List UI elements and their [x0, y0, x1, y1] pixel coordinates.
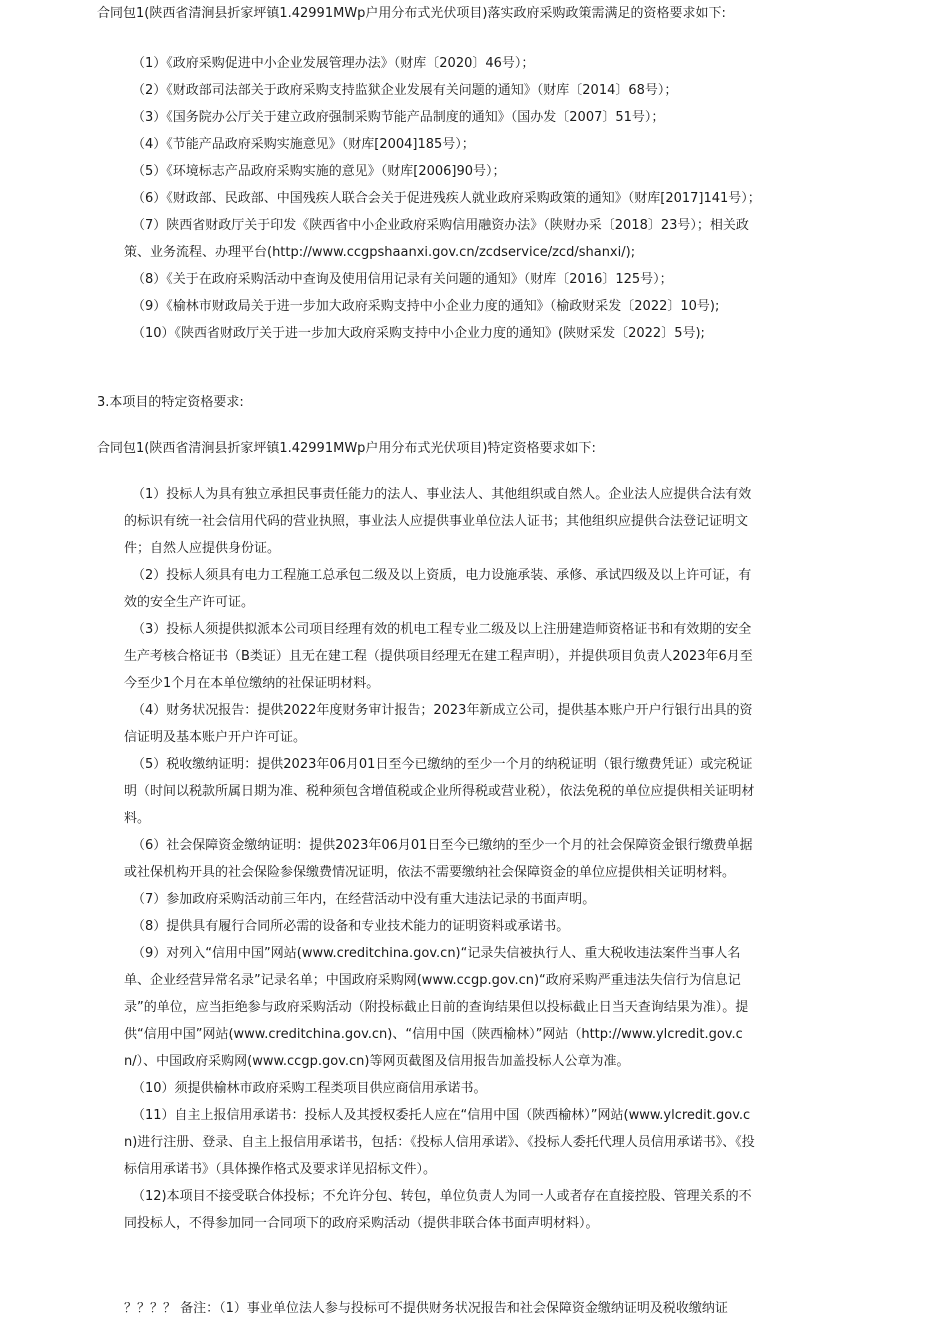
remark-note: ？？？？ 备注：（1）事业单位法人参与投标可不提供财务状况报告和社会保障资金缴纳证明及税收缴纳证	[124, 1301, 728, 1316]
policy-item-1: （1）《政府采购促进中小企业发展管理办法》（财库〔2020〕46号）；	[132, 56, 535, 71]
policy-item-3: （3）《国务院办公厅关于建立政府强制采购节能产品制度的通知》（国办发〔2007〕51号）；	[132, 110, 665, 125]
requirement-item-10: （10）须提供榆林市政府采购工程类项目供应商信用承诺书。	[132, 1081, 487, 1096]
requirement-item-4: （4）财务状况报告：提供2022年度财务审计报告；2023年新成立公司，提供基本账户开户行银行出具的资信证明及基本账户开户许可证。	[124, 703, 753, 745]
policy-item-2: （2）《财政部司法部关于政府采购支持监狱企业发展有关问题的通知》（财库〔2014〕68号）；	[132, 83, 678, 98]
policy-item-5: （5）《环境标志产品政府采购实施的意见》（财库[2006]90号）；	[132, 164, 506, 179]
policy-item-4: （4）《节能产品政府采购实施意见》（财库[2004]185号）；	[132, 137, 475, 152]
requirement-item-2: （2）投标人须具有电力工程施工总承包二级及以上资质，电力设施承装、承修、承试四级及以上许可证，有效的安全生产许可证。	[124, 568, 752, 610]
requirement-item-3: （3）投标人须提供拟派本公司项目经理有效的机电工程专业二级及以上注册建造师资格证书和有效期的安全生产考核合格证书（B类证）且无在建工程（提供项目经理无在建工程声明），并提供项目负责人2023年6月至今至少1个月在本单位缴纳的社保证明材料。	[124, 622, 753, 691]
requirement-item-1: （1）投标人为具有独立承担民事责任能力的法人、事业法人、其他组织或自然人。企业法人应提供合法有效的标识有统一社会信用代码的营业执照，事业法人应提供事业单位法人证书；其他组织应提供合法登记证明文件；自然人应提供身份证。	[124, 487, 752, 556]
section-3-intro: 合同包1(陕西省清涧县折家坪镇1.42991MWp户用分布式光伏项目)特定资格要求如下:	[97, 441, 596, 456]
policy-item-7: （7）陕西省财政厅关于印发《陕西省中小企业政府采购信用融资办法》（陕财办采〔2018〕23号）；相关政策、业务流程、办理平台(http://www.ccgpshaanxi.gov.cn/zcdservice/zcd/shanxi/);	[124, 218, 749, 260]
requirement-list	[0, 481, 950, 1237]
policy-item-10: （10）《陕西省财政厅关于进一步加大政府采购支持中小企业力度的通知》(陕财采发〔2022〕5号);	[132, 326, 705, 341]
policy-item-9: （9）《榆林市财政局关于进一步加大政府采购支持中小企业力度的通知》（榆政财采发〔2022〕10号);	[132, 299, 720, 314]
policy-item-6: （6）《财政部、民政部、中国残疾人联合会关于促进残疾人就业政府采购政策的通知》（财库[2017]141号）；	[132, 191, 761, 206]
requirement-item-8: （8）提供具有履行合同所必需的设备和专业技术能力的证明资料或承诺书。	[132, 919, 570, 934]
requirement-item-9: （9）对列入“信用中国”网站(www.creditchina.gov.cn)“记录失信被执行人、重大税收违法案件当事人名单、企业经营异常名录”记录名单；中国政府采购网(www.ccgp.gov.cn)“政府采购严重违法失信行为信息记录”的单位，应当拒绝参与政府采购活动（附投标截止日前的查询结果但以投标截止日当天查询结果为准）。提供“信用中国”网站(www.creditchina.gov.cn)、“信用中国（陕西榆林）”网站（http://www.ylcredit.gov.cn/）、中国政府采购网(www.ccgp.gov.cn)等网页截图及信用报告加盖投标人公章为准。	[124, 946, 749, 1069]
requirement-item-7: （7）参加政府采购活动前三年内，在经营活动中没有重大违法记录的书面声明。	[132, 892, 596, 907]
section-3-title: 3.本项目的特定资格要求:	[97, 395, 244, 410]
requirement-item-5: （5）税收缴纳证明：提供2023年06月01日至今已缴纳的至少一个月的纳税证明（银行缴费凭证）或完税证明（时间以税款所属日期为准、税种须包含增值税或企业所得税或营业税），依法免税的单位应提供相关证明材料。	[124, 757, 755, 826]
policy-intro: 合同包1(陕西省清涧县折家坪镇1.42991MWp户用分布式光伏项目)落实政府采购政策需满足的资格要求如下:	[97, 6, 726, 21]
requirement-item-6: （6）社会保障资金缴纳证明：提供2023年06月01日至今已缴纳的至少一个月的社会保障资金银行缴费单据或社保机构开具的社会保险参保缴费情况证明，依法不需要缴纳社会保障资金的单位应提供相关证明材料。	[124, 838, 753, 880]
requirement-item-12: （12)本项目不接受联合体投标；不允许分包、转包，单位负责人为同一人或者存在直接控股、管理关系的不同投标人，不得参加同一合同项下的政府采购活动（提供非联合体书面声明材料）。	[124, 1189, 752, 1231]
requirement-item-11: （11）自主上报信用承诺书：投标人及其授权委托人应在“信用中国（陕西榆林）”网站(www.ylcredit.gov.cn)进行注册、登录、自主上报信用承诺书，包括：《投标人信用承诺》、《投标人委托代理人员信用承诺书》、《投标信用承诺书》（具体操作格式及要求详见招标文件）。	[124, 1108, 755, 1177]
policy-list	[0, 50, 950, 347]
policy-item-8: （8）《关于在政府采购活动中查询及使用信用记录有关问题的通知》（财库〔2016〕125号）；	[132, 272, 673, 287]
